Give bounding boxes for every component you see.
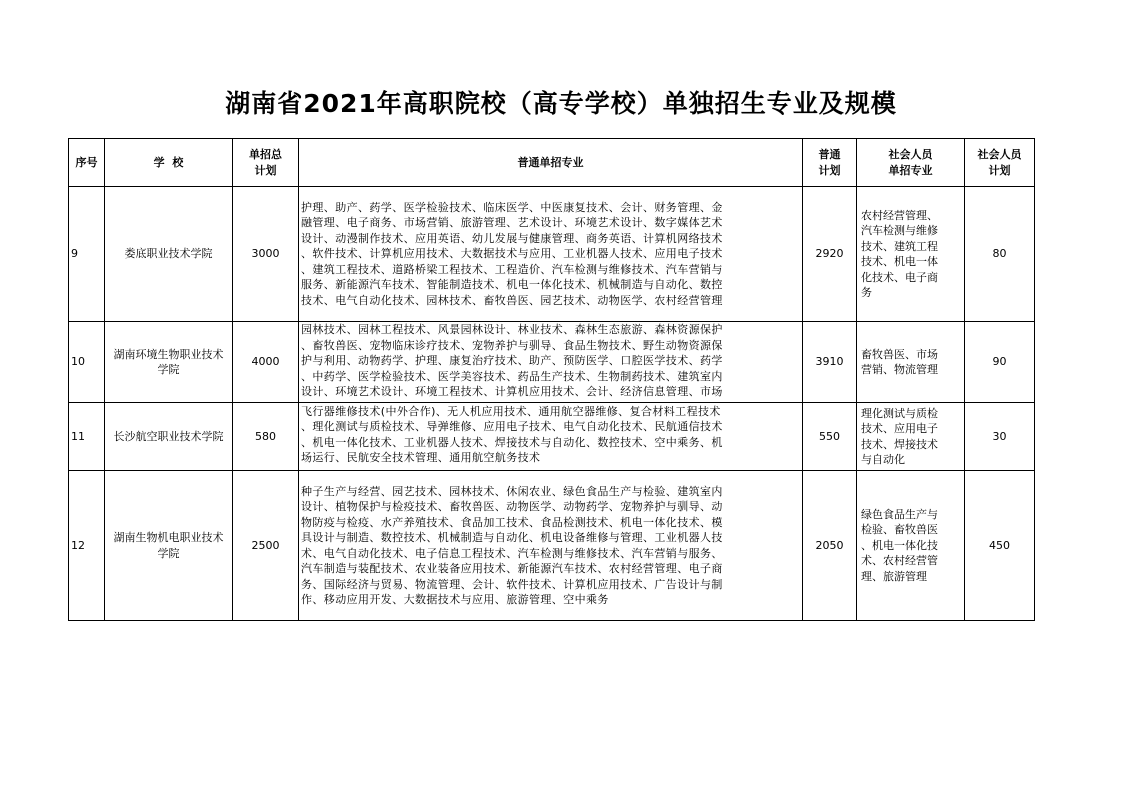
social-majors bbox=[857, 403, 965, 471]
majors-text: 飞行器维修技术(中外合作)、无人机应用技术、通用航空器维修、复合材料工程技术 、理化测试与质检技术、导弹维修、应用电子技术、电气自动化技术、民航通信技术 、机电一体化技术、工业机器人技术、焊接技术与自动化、数控技术、空中乘务、机 场运行、民航安全技术管理、通用航空航务技术 bbox=[301, 404, 723, 464]
majors-list bbox=[299, 322, 803, 403]
majors-text: 种子生产与经营、园艺技术、园林技术、休闲农业、绿色食品生产与检验、建筑室内 设计、植物保护与检疫技术、畜牧兽医、动物医学、动物药学、宠物养护与驯导、动 物防疫与检疫、水产养殖技术、食品加工技术、食品检测技术、机电一体化技术、模 具设计与制造、数控技术、机械制造与自动化、机电设备维修与管理、工业机器人技 术、电气自动化技术、电子信息工程技术、汽车检测与维修技术、汽车营销与服务、 汽车制造与装配技术、农业装备应用技术、新能源汽车技术、农村经营管理、电子商 务、国际经济与贸易、物流管理、会计、软件技术、计算机应用技术、广告设计与制 作、移动应用开发、大数据技术与应用、旅游管理、空中乘务 bbox=[301, 484, 723, 606]
school-name: 湖南环境生物职业技术学院 bbox=[105, 322, 233, 403]
header-school: 学 校 bbox=[105, 139, 233, 187]
table-header-row bbox=[69, 139, 1035, 187]
header-total-plan: 单招总 计划 bbox=[233, 139, 299, 187]
regular-plan: 3910 bbox=[803, 322, 857, 403]
page-title: 湖南省2021年高职院校（高专学校）单独招生专业及规模 bbox=[225, 89, 897, 118]
table-row bbox=[69, 187, 1035, 322]
table-row bbox=[69, 471, 1035, 621]
social-plan: 90 bbox=[965, 322, 1035, 403]
header-social-plan: 社会人员 计划 bbox=[965, 139, 1035, 187]
header-regular-plan: 普通 计划 bbox=[803, 139, 857, 187]
total-plan: 4000 bbox=[233, 322, 299, 403]
school-name: 娄底职业技术学院 bbox=[105, 187, 233, 322]
total-plan: 3000 bbox=[233, 187, 299, 322]
header-index: 序号 bbox=[69, 139, 105, 187]
regular-plan: 550 bbox=[803, 403, 857, 471]
majors-list bbox=[299, 403, 803, 471]
social-majors: 绿色食品生产与 检验、畜牧兽医 、机电一体化技 术、农村经营管 理、旅游管理 bbox=[857, 471, 965, 621]
table-row bbox=[69, 322, 1035, 403]
row-index: 11 bbox=[69, 403, 105, 471]
regular-plan: 2050 bbox=[803, 471, 857, 621]
header-majors: 普通单招专业 bbox=[299, 139, 803, 187]
row-index: 9 bbox=[69, 187, 105, 322]
social-plan: 450 bbox=[965, 471, 1035, 621]
regular-plan: 2920 bbox=[803, 187, 857, 322]
row-index: 10 bbox=[69, 322, 105, 403]
school-name: 长沙航空职业技术学院 bbox=[105, 403, 233, 471]
majors-text: 园林技术、园林工程技术、风景园林设计、林业技术、森林生态旅游、森林资源保护 、畜牧兽医、宠物临床诊疗技术、宠物养护与驯导、食品生物技术、野生动物资源保 护与利用、动物药学、护理、康复治疗技术、助产、预防医学、口腔医学技术、药学 、中药学、医学检验技术、医学美容技术、药品生产技术、生物制药技术、建筑室内 设计、环境艺术设计、环境工程技术、计算机应用技术、会计、经济信息管理、市场 bbox=[301, 323, 723, 398]
table-row bbox=[69, 403, 1035, 471]
social-plan: 80 bbox=[965, 187, 1035, 322]
enrollment-table bbox=[68, 138, 1035, 621]
total-plan: 2500 bbox=[233, 471, 299, 621]
majors-text: 护理、助产、药学、医学检验技术、临床医学、中医康复技术、会计、财务管理、金 融管理、电子商务、市场营销、旅游管理、艺术设计、环境艺术设计、数字媒体艺术 设计、动漫制作技术、应用英语、幼儿发展与健康管理、商务英语、计算机网络技术 、软件技术、计算机应用技术、大数据技术与应用、工业机器人技术、应用电子技术 、建筑工程技术、道路桥梁工程技术、工程造价、汽车检测与维修技术、汽车营销与 服务、新能源汽车技术、智能制造技术、机电一体化技术、机械制造与自动化、数控 技术、电气自动化技术、园林技术、畜牧兽医、园艺技术、动物医学、农村经营管理 bbox=[301, 200, 723, 307]
total-plan: 580 bbox=[233, 403, 299, 471]
header-social-majors: 社会人员 单招专业 bbox=[857, 139, 965, 187]
social-majors: 农村经营管理、 汽车检测与维修 技术、建筑工程 技术、机电一体 化技术、电子商 务 bbox=[857, 187, 965, 322]
majors-list bbox=[299, 187, 803, 322]
school-name: 湖南生物机电职业技术学院 bbox=[105, 471, 233, 621]
social-majors-text: 理化测试与质检 技术、应用电子 技术、焊接技术 与自动化 bbox=[861, 406, 938, 466]
social-majors: 畜牧兽医、市场 营销、物流管理 bbox=[857, 322, 965, 403]
social-plan: 30 bbox=[965, 403, 1035, 471]
row-index: 12 bbox=[69, 471, 105, 621]
majors-list bbox=[299, 471, 803, 621]
